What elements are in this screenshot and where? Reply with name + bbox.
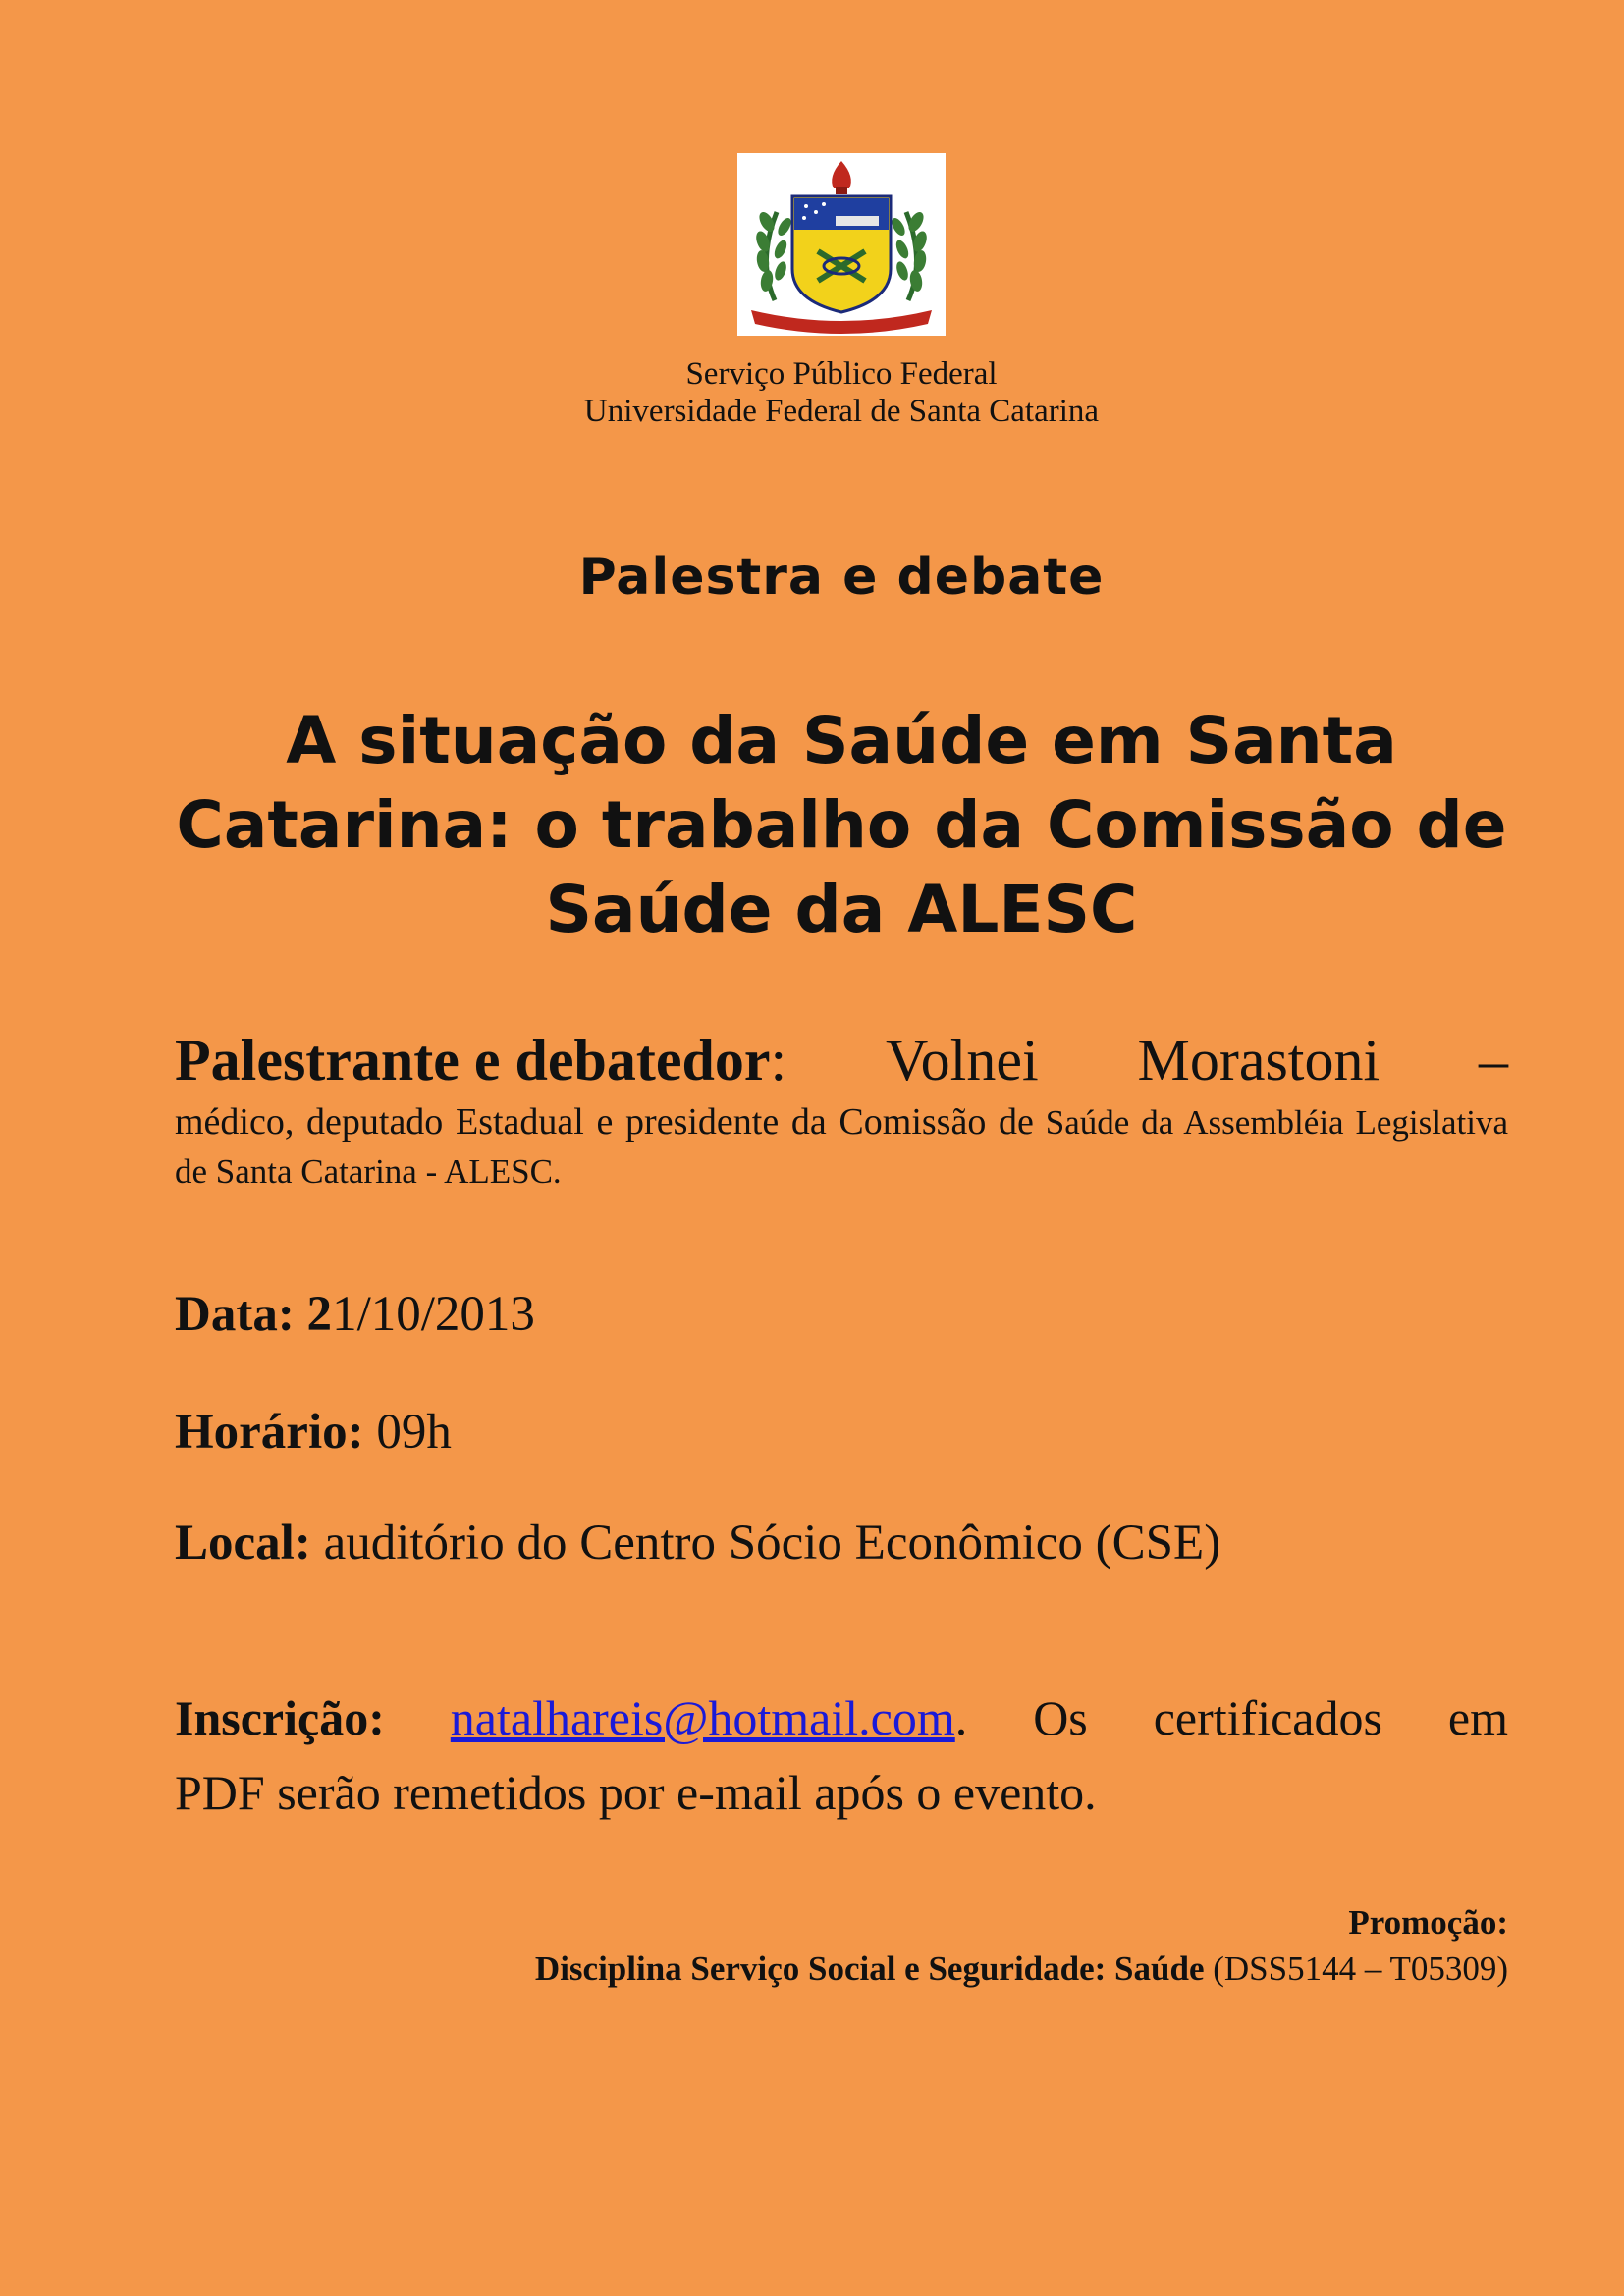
registration-email-link[interactable]: natalhareis@hotmail.com: [450, 1690, 955, 1745]
speaker-heading: [175, 1023, 1508, 1097]
promotion-block: [535, 1899, 1508, 1992]
speaker-last-name: Morastoni: [1137, 1028, 1380, 1093]
university-logo: [737, 153, 946, 336]
title-line: A situação da Saúde em Santa: [286, 703, 1397, 778]
speaker-first-name: Volnei: [886, 1028, 1039, 1093]
registration-label: Inscrição:: [175, 1690, 385, 1745]
event-subtitle: Palestra e debate: [578, 548, 1105, 607]
promotion-label: Promoção:: [1348, 1903, 1508, 1942]
promotion-discipline-line: [535, 1946, 1508, 1992]
speaker-dash: –: [1479, 1028, 1508, 1093]
event-date: [175, 1286, 535, 1343]
registration-line: [175, 1681, 1508, 1755]
speaker-description: [175, 1097, 1508, 1197]
header-line-university: Universidade Federal de Santa Catarina: [583, 394, 1100, 429]
time-value: 09h: [376, 1405, 452, 1460]
registration-email-wrap: natalhareis@hotmail.com.: [450, 1690, 968, 1745]
location-label: Local:: [175, 1516, 311, 1571]
coat-of-arms-icon: [737, 153, 946, 336]
date-value: 1/10/2013: [332, 1287, 535, 1342]
certificates-word: em: [1447, 1690, 1508, 1745]
certificates-note: PDF serão remetidos por e-mail após o evento.: [175, 1765, 1097, 1820]
event-title: [147, 699, 1536, 952]
promotion-discipline: Disciplina Serviço Social e Seguridade: Saúde: [534, 1949, 1205, 1988]
registration-section: [175, 1681, 1508, 1830]
event-location: [175, 1515, 1220, 1572]
speaker-desc-part1: médico, deputado Estadual e presidente da Comissão de: [175, 1101, 1034, 1143]
speaker-label: Palestrante e debatedor:: [175, 1028, 787, 1093]
promotion-code: (DSS5144 – T05309): [1213, 1949, 1508, 1988]
title-line: Catarina: o trabalho da Comissão de: [176, 787, 1507, 863]
title-line: Saúde da ALESC: [545, 872, 1138, 947]
certificates-word: certificados: [1153, 1690, 1382, 1745]
speaker-desc-part2: Saúde da Assembléia Legislativa de Santa Catarina - ALESC.: [175, 1103, 1508, 1191]
header-line-service: Serviço Público Federal: [685, 356, 998, 392]
location-value: auditório do Centro Sócio Econômico (CSE): [323, 1516, 1221, 1571]
time-label: Horário:: [175, 1405, 364, 1460]
speaker-section: [175, 1023, 1508, 1197]
certificates-word: Os: [1033, 1690, 1088, 1745]
date-label: Data: 2: [175, 1287, 333, 1342]
event-time: [175, 1404, 452, 1461]
institution-header: [0, 355, 1624, 430]
